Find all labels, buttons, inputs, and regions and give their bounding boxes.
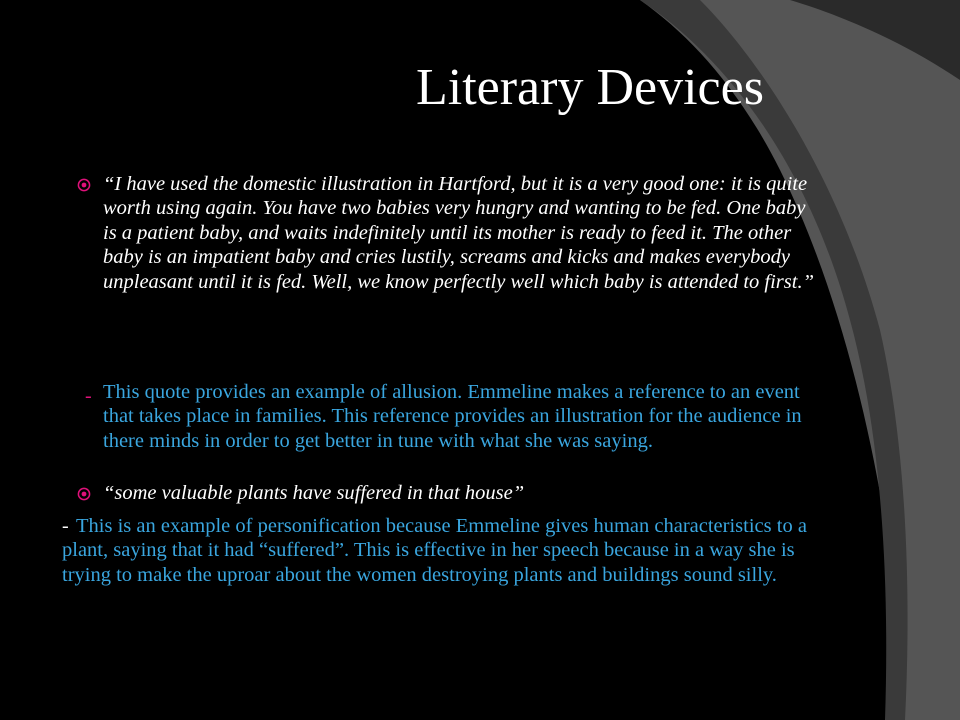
dash-marker-1: - xyxy=(85,385,92,407)
commentary-text-2: This is an example of personification because Emmeline gives human characteristics to a plant, saying that it had “suffered”. This is effective in her speech because in a way she is trying to make the uproar about the women destroying plants and buildings sound silly. xyxy=(62,515,807,586)
commentary-text-1: This quote provides an example of allusion. Emmeline makes a reference to an event that takes place in families. This reference provides an illustration for the audience in there minds in order to get better in tune with what she was saying. xyxy=(103,381,802,452)
quote-text-2: “some valuable plants have suffered in that house” xyxy=(103,482,525,504)
quote-text-1: “I have used the domestic illustration in Hartford, but it is a very good one: it is quite worth using again. You have two babies very hungry and wanting to be fed. One baby is a patient baby, and waits indefinitely until its mother is ready to feed it. The other baby is an impatient baby and cries lustily, screams and kicks and makes everybody unpleasant until it is fed. Well, we know perfectly well which baby is attended to first.” xyxy=(103,173,814,293)
slide-title: Literary Devices xyxy=(416,59,764,116)
circled-dot-bullet-icon xyxy=(77,178,91,192)
circled-dot-bullet-icon xyxy=(77,487,91,501)
dash-marker-2: - xyxy=(62,515,69,537)
